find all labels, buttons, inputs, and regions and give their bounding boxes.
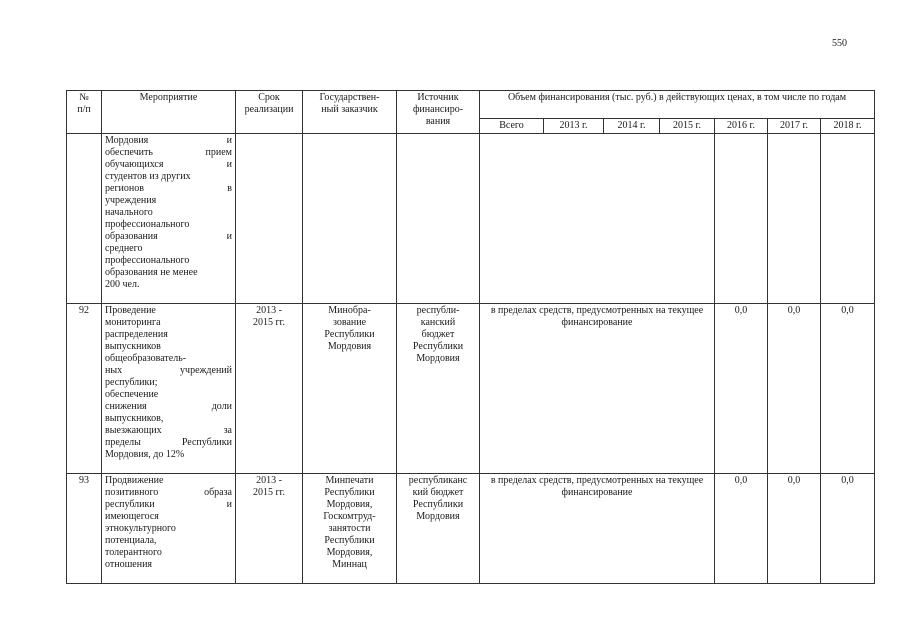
table-row <box>67 134 875 304</box>
event-text-line: Мордовия и <box>105 135 232 146</box>
event-text-line: снижения доли <box>105 401 232 412</box>
row-value-2018 <box>821 134 875 304</box>
row-source <box>397 134 480 304</box>
event-text-line: начального <box>105 207 153 218</box>
row-value-2017: 0,0 <box>768 304 821 474</box>
row-event <box>102 304 236 474</box>
event-text-line: учреждения <box>105 195 157 206</box>
event-text-line: мониторинга <box>105 317 161 328</box>
row-num <box>67 134 102 304</box>
event-text-line: отношения <box>105 559 153 570</box>
header-volume: Объем финансирования (тыс. руб.) в действующих ценах, в том числе по годам <box>480 91 875 119</box>
row-num: 93 <box>67 474 102 584</box>
event-text-line: обучающихся и <box>105 159 232 170</box>
header-source: Источник финансиро- вания <box>397 91 480 134</box>
row-term: 2013 - 2015 гг. <box>236 304 303 474</box>
row-financing-note <box>480 134 715 304</box>
event-text-line: 200 чел. <box>105 279 140 290</box>
event-text-line: выпускников, <box>105 413 164 424</box>
header-total: Всего <box>480 119 544 134</box>
row-source: республиканс кий бюджет Республики Мордовия <box>397 474 480 584</box>
row-event <box>102 134 236 304</box>
header-row <box>67 91 875 119</box>
event-text-line: потенциала, <box>105 535 157 546</box>
row-source: республи- канский бюджет Республики Мордовия <box>397 304 480 474</box>
row-customer <box>303 134 397 304</box>
event-text-line: профессионального <box>105 255 190 266</box>
event-text-line: имеющегося <box>105 511 159 522</box>
row-value-2016: 0,0 <box>715 474 768 584</box>
event-text-line: выпускников <box>105 341 161 352</box>
header-year-2015: 2015 г. <box>660 119 715 134</box>
event-text-line: республики и <box>105 499 232 510</box>
row-financing-note: в пределах средств, предусмотренных на текущее финансирование <box>480 304 715 474</box>
event-text-line: толерантного <box>105 547 162 558</box>
header-event: Мероприятие <box>102 91 236 134</box>
header-num: № п/п <box>67 91 102 134</box>
financing-table <box>66 90 875 584</box>
event-text-line: образования и <box>105 231 232 242</box>
row-value-2017 <box>768 134 821 304</box>
event-text-line: обеспечение <box>105 389 159 400</box>
row-value-2016 <box>715 134 768 304</box>
event-text-line: позитивного образа <box>105 487 232 498</box>
header-term: Срок реализации <box>236 91 303 134</box>
header-year-2018: 2018 г. <box>821 119 875 134</box>
header-year-2017: 2017 г. <box>768 119 821 134</box>
row-term: 2013 - 2015 гг. <box>236 474 303 584</box>
row-customer: Минобра- зование Республики Мордовия <box>303 304 397 474</box>
event-text-line: образования не менее <box>105 267 198 278</box>
row-value-2016: 0,0 <box>715 304 768 474</box>
header-year-2016: 2016 г. <box>715 119 768 134</box>
event-text-line: пределы Республики <box>105 437 232 448</box>
header-year-2013: 2013 г. <box>544 119 604 134</box>
event-text-line: выезжающих за <box>105 425 232 436</box>
page-number: 550 <box>832 38 847 49</box>
table-row <box>67 474 875 584</box>
event-text-line: ных учреждений <box>105 365 232 376</box>
event-text-line: общеобразователь- <box>105 353 187 364</box>
event-text-line: среднего <box>105 243 143 254</box>
row-customer: Минпечати Республики Мордовия, Госкомтруд- занятости Республики Мордовия, Миннац <box>303 474 397 584</box>
event-text-line: студентов из других <box>105 171 191 182</box>
row-term <box>236 134 303 304</box>
row-financing-note: в пределах средств, предусмотренных на текущее финансирование <box>480 474 715 584</box>
event-text-line: распределения <box>105 329 168 340</box>
header-year-2014: 2014 г. <box>604 119 660 134</box>
row-value-2018: 0,0 <box>821 474 875 584</box>
row-value-2017: 0,0 <box>768 474 821 584</box>
header-customer: Государствен- ный заказчик <box>303 91 397 134</box>
event-text-line: Продвижение <box>105 475 164 486</box>
event-text-line: регионов в <box>105 183 232 194</box>
event-text-line: Мордовия, до 12% <box>105 449 185 460</box>
table-row <box>67 304 875 474</box>
event-text-line: профессионального <box>105 219 190 230</box>
event-text-line: Проведение <box>105 305 156 316</box>
row-event <box>102 474 236 584</box>
row-num: 92 <box>67 304 102 474</box>
event-text-line: республики; <box>105 377 158 388</box>
event-text-line: обеспечить прием <box>105 147 232 158</box>
event-text-line: этнокультурного <box>105 523 176 534</box>
row-value-2018: 0,0 <box>821 304 875 474</box>
